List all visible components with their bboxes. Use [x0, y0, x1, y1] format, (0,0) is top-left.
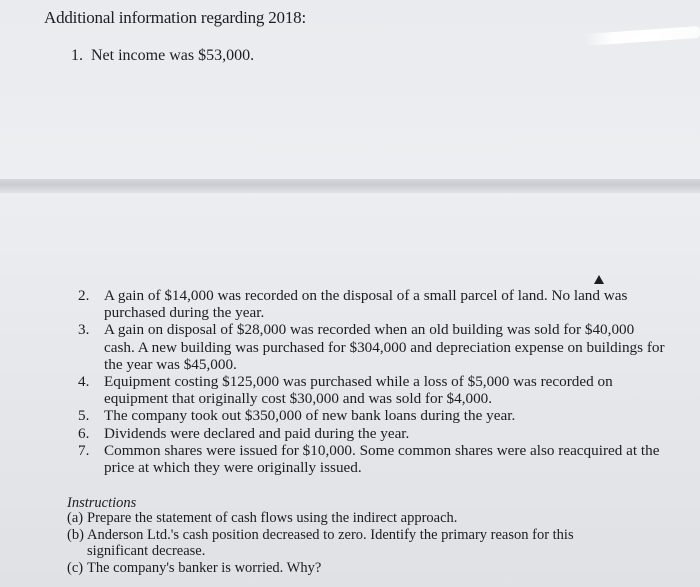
page-divider — [0, 179, 700, 193]
list-item-text: A gain of $14,000 was recorded on the disposal of a small parcel of land. No land was purchased during the year. — [104, 287, 628, 322]
list-item-text: Equipment costing $125,000 was purchased while a loss of $5,000 was recorded on equipment that originally cost $30,000 and was sold for $4,000. — [104, 373, 613, 408]
instructions-list — [67, 510, 627, 576]
instruction-text: Anderson Ltd.'s cash position decreased to zero. Identify the primary reason for this significant decrease. — [87, 526, 574, 559]
instruction-item — [67, 527, 627, 560]
list-item-number: 1. — [71, 47, 83, 64]
instruction-text: Prepare the statement of cash flows using the indirect approach. — [87, 510, 458, 526]
list-item-text: The company took out $350,000 of new bank loans during the year. — [104, 407, 516, 425]
list-item — [78, 425, 668, 442]
instruction-label: (c) — [67, 559, 84, 576]
mouse-cursor-icon — [594, 275, 604, 284]
list-item-number: 5. — [78, 407, 90, 425]
list-item-text: Common shares were issued for $10,000. Some common shares were also reacquired at the price at which they were originally issued. — [104, 441, 660, 477]
glare-smudge — [583, 26, 700, 46]
list-item — [78, 321, 668, 373]
instruction-text: The company's banker is worried. Why? — [87, 559, 322, 576]
list-item — [78, 287, 668, 321]
instruction-item — [67, 560, 627, 577]
list-item-number: 6. — [78, 424, 90, 442]
list-item — [78, 373, 668, 407]
list-item-number: 3. — [78, 321, 90, 339]
list-item-number: 4. — [78, 373, 90, 391]
list-item-number: 7. — [78, 441, 90, 459]
list-item — [78, 442, 668, 476]
section-heading: Additional information regarding 2018: — [44, 8, 306, 27]
instructions-heading: Instructions — [67, 495, 137, 511]
list-item-number: 2. — [78, 287, 90, 304]
list-item-text: Net income was $53,000. — [91, 47, 255, 64]
additional-info-list — [78, 287, 668, 476]
list-item — [78, 407, 668, 424]
list-item-text: A gain on disposal of $28,000 was recorded when an old building was sold for $40,000 cash. A new building was purchased for $304,000 and depreciation expense on buildings for the year was $45,000. — [104, 321, 665, 373]
instruction-item — [67, 510, 627, 527]
instruction-label: (b) — [67, 526, 84, 543]
instruction-label: (a) — [67, 510, 84, 526]
list-item-text: Dividends were declared and paid during the year. — [104, 424, 410, 442]
list-item-1 — [71, 47, 254, 65]
